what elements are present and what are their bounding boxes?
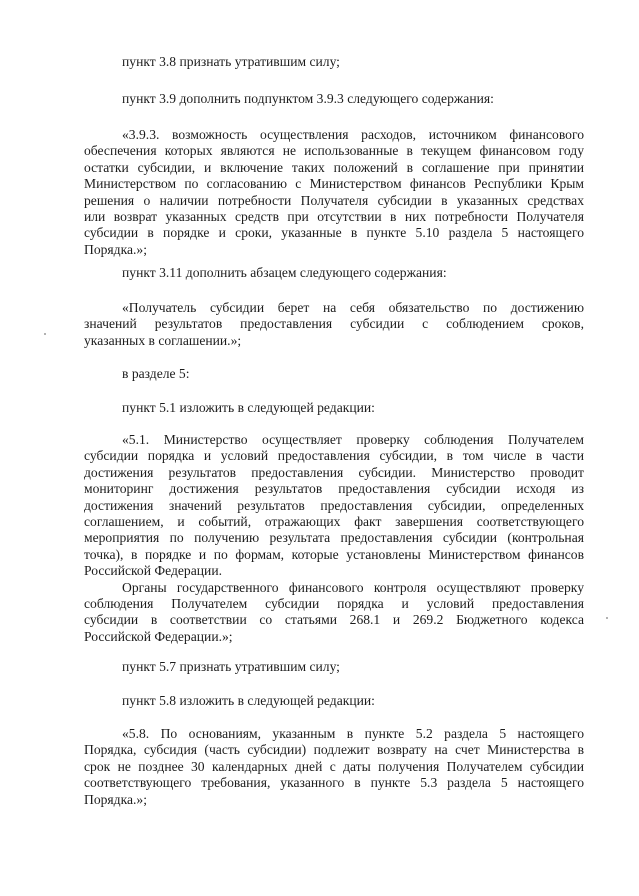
text-line: «5.8. По основаниям, указанным в пункте 5.2 раздела 5 настоящего [122,726,584,741]
text-line: Порядка.»; [84,791,147,807]
text-line: достижения результатов предоставления субсидии. Министерство проводит [84,464,584,480]
text-line: мероприятия по получению результата предоставления субсидии (контрольная [84,530,584,546]
text-line: субсидии в порядке и сроки, указанные в пункте 5.10 раздела 5 настоящего [84,225,584,241]
text-line: соглашением, и событий, отражающих факт завершения соответствующего [84,514,584,530]
text-line: «Получатель субсидии берет на себя обязательство по достижению [122,300,584,315]
text-line: субсидии в соответствии со статьями 268.1 и 269.2 Бюджетного кодекса [84,612,584,628]
text-line: соблюдения Получателем субсидии порядка и условий предоставления [84,596,584,612]
text-line: «3.9.3. возможность осуществления расходов, источником финансового [122,127,584,142]
paragraph-item-3-11: пункт 3.11 дополнить абзацем следующего содержания: [122,265,447,280]
text-line: решения о наличии потребности Получателя субсидии в указанных средствах [84,192,584,208]
text-line: Порядка, субсидия (часть субсидии) подлежит возврату на счет Министерства в [84,742,584,758]
text-line: Министерством по согласованию с Министерством финансов Республики Крым [84,176,584,192]
text-line: достижения значений результатов предоставления субсидии, определенных [84,497,584,513]
text-line: или возврат указанных средств при отсутствии в них потребности Получателя [84,209,584,225]
paragraph-quote-5-8 [84,726,584,808]
text-line: остатки субсидии, и включение таких положений в соглашение при принятии [84,159,584,175]
paragraph-item-5-7: пункт 5.7 признать утратившим силу; [122,659,340,674]
text-line: субсидии порядка и условий предоставления субсидии, в том числе в части [84,448,584,464]
paragraph-item-3-9: пункт 3.9 дополнить подпунктом 3.9.3 следующего содержания: [122,91,494,106]
paragraph-section-5: в разделе 5: [122,366,190,381]
paragraph-quote-obligation [84,300,584,349]
text-line: срок не позднее 30 календарных дней с даты получения Получателем субсидии [84,758,584,774]
paragraph-quote-5-1 [84,432,584,645]
paragraph-item-3-8: пункт 3.8 признать утратившим силу; [122,54,340,69]
text-line: «5.1. Министерство осуществляет проверку соблюдения Получателем [122,432,584,447]
text-line: соответствующего требования, указанного в пункте 5.3 раздела 5 настоящего [84,775,584,791]
scan-speck [44,333,46,335]
scan-speck [606,617,608,619]
paragraph-subitem-3-9-3 [84,127,584,258]
text-line: Органы государственного финансового контроля осуществляют проверку [122,579,584,595]
text-line: точка), в порядке и по формам, которые установлены Министерством финансов [84,546,584,562]
text-line: Порядка.»; [84,241,147,257]
text-line: Российской Федерации. [84,563,222,579]
paragraph-item-5-1: пункт 5.1 изложить в следующей редакции: [122,400,375,415]
text-line: Российской Федерации.»; [84,628,233,644]
text-line: мониторинг достижения результатов предоставления субсидии исходя из [84,481,584,497]
text-line: указанных в соглашении.»; [84,332,242,348]
text-line: значений результатов предоставления субсидии с соблюдением сроков, [84,316,584,332]
text-line: обеспечения которых являются не использованные в текущем финансовом году [84,143,584,159]
paragraph-item-5-8: пункт 5.8 изложить в следующей редакции: [122,693,375,708]
